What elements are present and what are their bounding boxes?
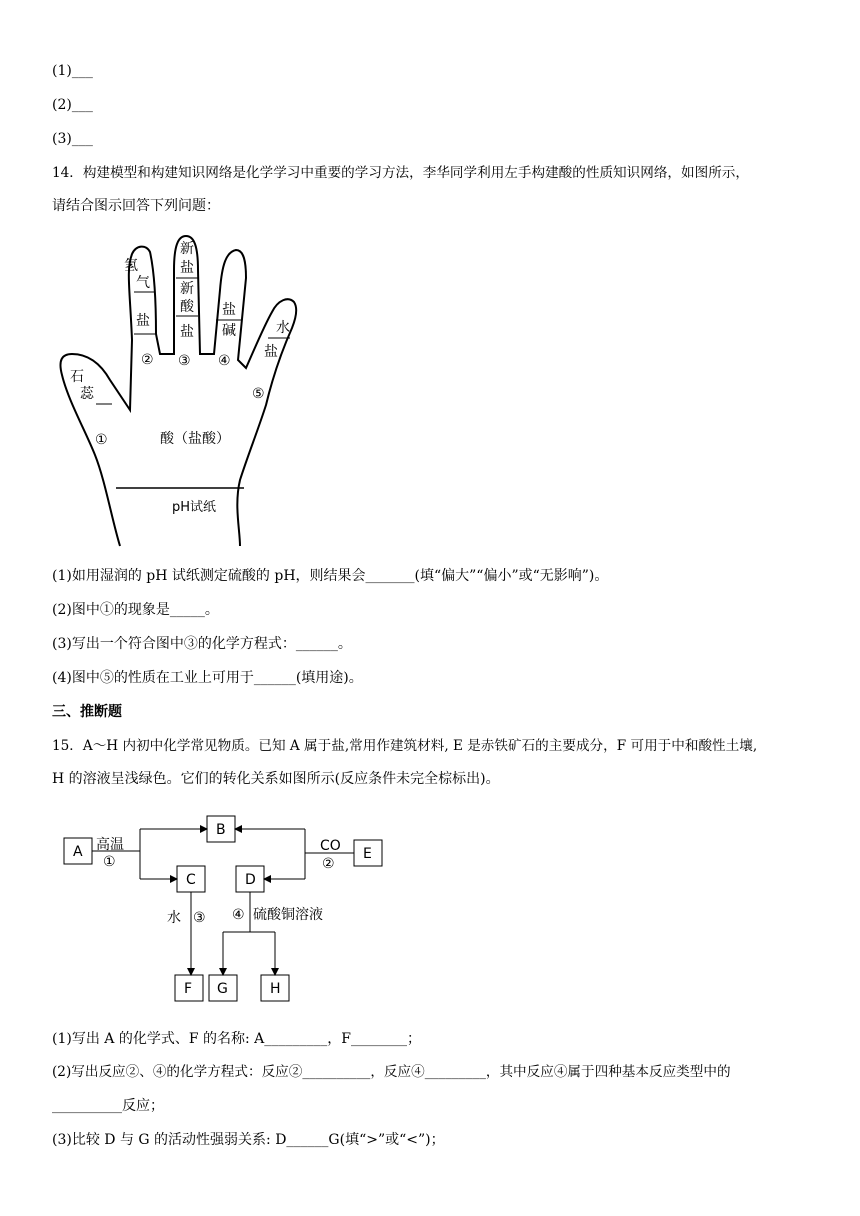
marker-2: ② — [141, 352, 154, 368]
box-B-label: B — [216, 822, 226, 838]
marker-reaction-2: ② — [322, 856, 335, 872]
q15-stem-line1: 15．A～H 内初中化学常见物质。已知 A 属于盐,常用作建筑材料, E 是赤铁矿石的主要成分，F 可用于中和酸性土壤, — [52, 738, 758, 754]
hand-diagram — [50, 230, 310, 550]
marker-reaction-4: ④ — [232, 907, 245, 923]
wrist-label: pH试纸 — [172, 500, 217, 515]
palm-label: 酸（盐酸） — [160, 431, 230, 447]
finger2-char-2: 气 — [136, 275, 150, 291]
marker-5: ⑤ — [252, 386, 265, 402]
section-title: 三、推断题 — [52, 704, 122, 720]
finger4-char-2: 碱 — [222, 323, 236, 339]
marker-1: ① — [95, 432, 108, 448]
marker-3: ③ — [178, 353, 191, 369]
thumb-char-2: 蕊 — [80, 386, 94, 402]
finger2-char-3: 盐 — [136, 313, 150, 329]
q15-sub2-line1: (2)写出反应②、④的化学方程式：反应②__________，反应④_________，其中反应④属于四种基本反应类型中的 — [52, 1064, 731, 1080]
box-F-label: F — [184, 981, 193, 997]
finger3-char-4: 酸 — [180, 299, 194, 315]
q14-stem-line2: 请结合图示回答下列问题： — [52, 198, 220, 214]
box-A-label: A — [73, 844, 83, 860]
label-water: 水 — [167, 910, 181, 926]
marker-4: ④ — [218, 353, 231, 369]
q15-stem-line2: H 的溶液呈浅绿色。它们的转化关系如图所示(反应条件未完全棕标出)。 — [52, 771, 500, 787]
marker-reaction-1: ① — [103, 854, 116, 870]
finger5-char-1: 水 — [276, 320, 290, 336]
box-H-label: H — [270, 981, 281, 997]
q14-stem-line1: 14．构建模型和构建知识网络是化学学习中重要的学习方法，李华同学利用左手构建酸的性质知识网络，如图所示， — [52, 165, 749, 181]
q15-sub2-line2: __________反应； — [52, 1098, 164, 1114]
box-G-label: G — [217, 981, 228, 997]
q15-sub1: (1)写出 A 的化学式、F 的名称: A_________，F________； — [52, 1031, 421, 1047]
label-co: CO — [320, 838, 341, 854]
finger3-char-3: 新 — [180, 281, 194, 297]
q14-sub2: (2)图中①的现象是_____。 — [52, 602, 219, 618]
box-E-label: E — [363, 846, 372, 862]
q14-sub1: (1)如用湿润的 pH 试纸测定硫酸的 pH，则结果会_______(填“偏大”“偏小”或“无影响”)。 — [52, 568, 609, 584]
q15-sub3: (3)比较 D 与 G 的活动性强弱关系: D______G(填“>”或“<”)； — [52, 1132, 445, 1148]
box-D-label: D — [245, 872, 256, 888]
label-gaowen: 高温 — [96, 837, 124, 853]
finger3-char-1: 新 — [180, 241, 194, 257]
marker-reaction-3: ③ — [193, 910, 206, 926]
box-C-label: C — [186, 872, 196, 888]
finger5-char-2: 盐 — [264, 344, 278, 360]
finger3-char-5: 盐 — [180, 324, 194, 340]
finger2-char-1: 氢 — [124, 258, 138, 274]
finger3-char-2: 盐 — [180, 260, 194, 276]
flow-diagram — [56, 808, 396, 1008]
q14-sub3: (3)写出一个符合图中③的化学方程式：______。 — [52, 636, 352, 652]
answer-line-3: (3)___ — [52, 131, 93, 147]
finger4-char-1: 盐 — [222, 302, 236, 318]
thumb-char-1: 石 — [70, 369, 84, 385]
label-cuso4: 硫酸铜溶液 — [253, 907, 323, 923]
answer-line-2: (2)___ — [52, 97, 93, 113]
answer-line-1: (1)___ — [52, 63, 93, 79]
q14-sub4: (4)图中⑤的性质在工业上可用于______(填用途)。 — [52, 670, 363, 686]
